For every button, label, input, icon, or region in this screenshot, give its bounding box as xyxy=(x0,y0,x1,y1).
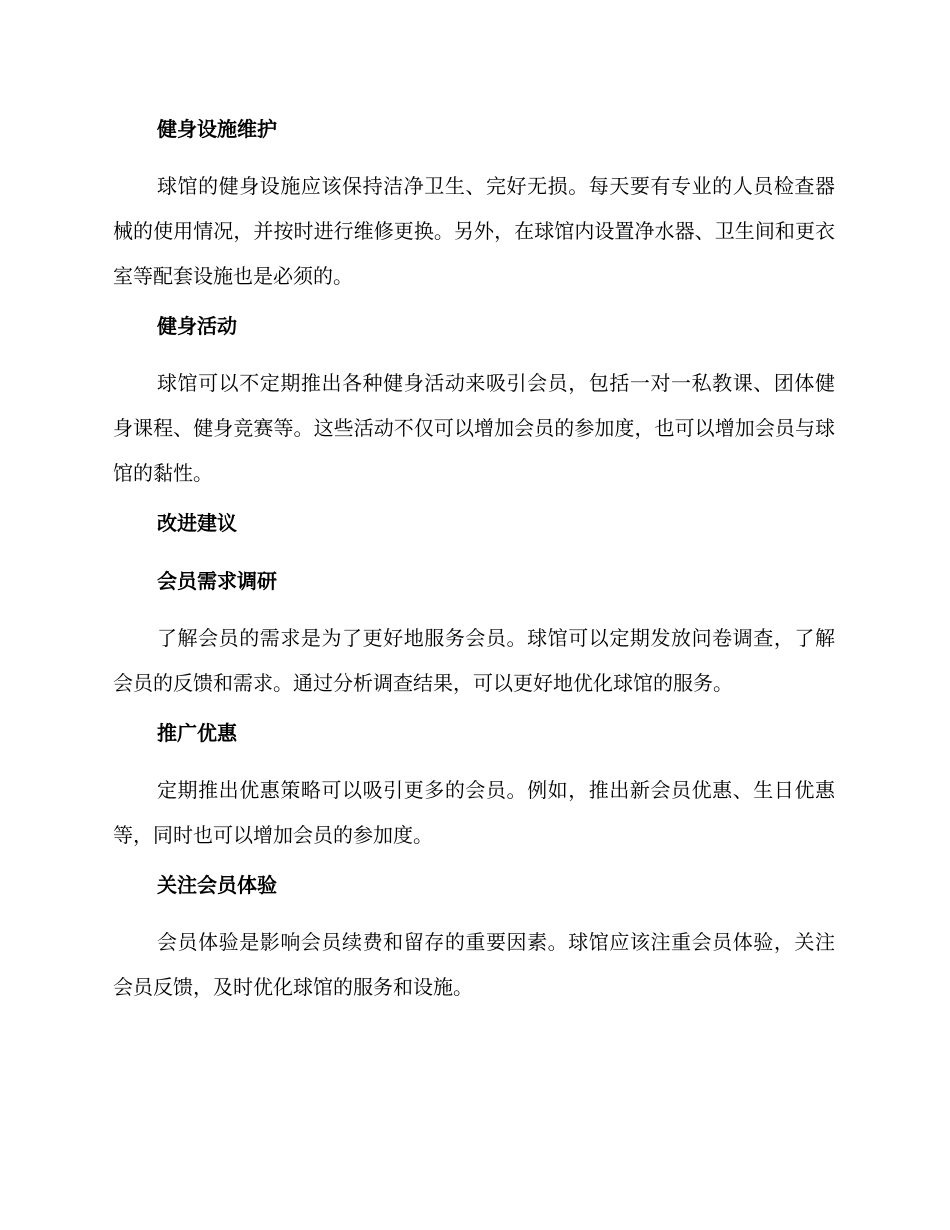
paragraph-facility-maintenance: 球馆的健身设施应该保持洁净卫生、完好无损。每天要有专业的人员检查器械的使用情况，并按时进行维修更换。另外，在球馆内设置净水器、卫生间和更衣室等配套设施也是必须的。 xyxy=(113,174,835,288)
section-heading-improvement-suggestions: 改进建议 xyxy=(157,511,237,535)
paragraph-fitness-activities: 球馆可以不定期推出各种健身活动来吸引会员，包括一对一私教课、团体健身课程、健身竞赛等。这些活动不仅可以增加会员的参加度，也可以增加会员与球馆的黏性。 xyxy=(113,371,835,485)
paragraph-promotions: 定期推出优惠策略可以吸引更多的会员。例如，推出新会员优惠、生日优惠等，同时也可以增加会员的参加度。 xyxy=(113,778,835,847)
section-heading-facility-maintenance: 健身设施维护 xyxy=(157,117,277,141)
section-heading-member-experience: 关注会员体验 xyxy=(157,873,277,897)
section-heading-fitness-activities: 健身活动 xyxy=(157,314,237,338)
paragraph-member-experience: 会员体验是影响会员续费和留存的重要因素。球馆应该注重会员体验，关注会员反馈，及时优化球馆的服务和设施。 xyxy=(113,930,835,999)
section-heading-promotions: 推广优惠 xyxy=(157,721,237,745)
section-heading-member-research: 会员需求调研 xyxy=(157,569,277,593)
document-body xyxy=(113,113,835,1010)
paragraph-member-research: 了解会员的需求是为了更好地服务会员。球馆可以定期发放问卷调查，了解会员的反馈和需求。通过分析调查结果，可以更好地优化球馆的服务。 xyxy=(113,626,835,695)
